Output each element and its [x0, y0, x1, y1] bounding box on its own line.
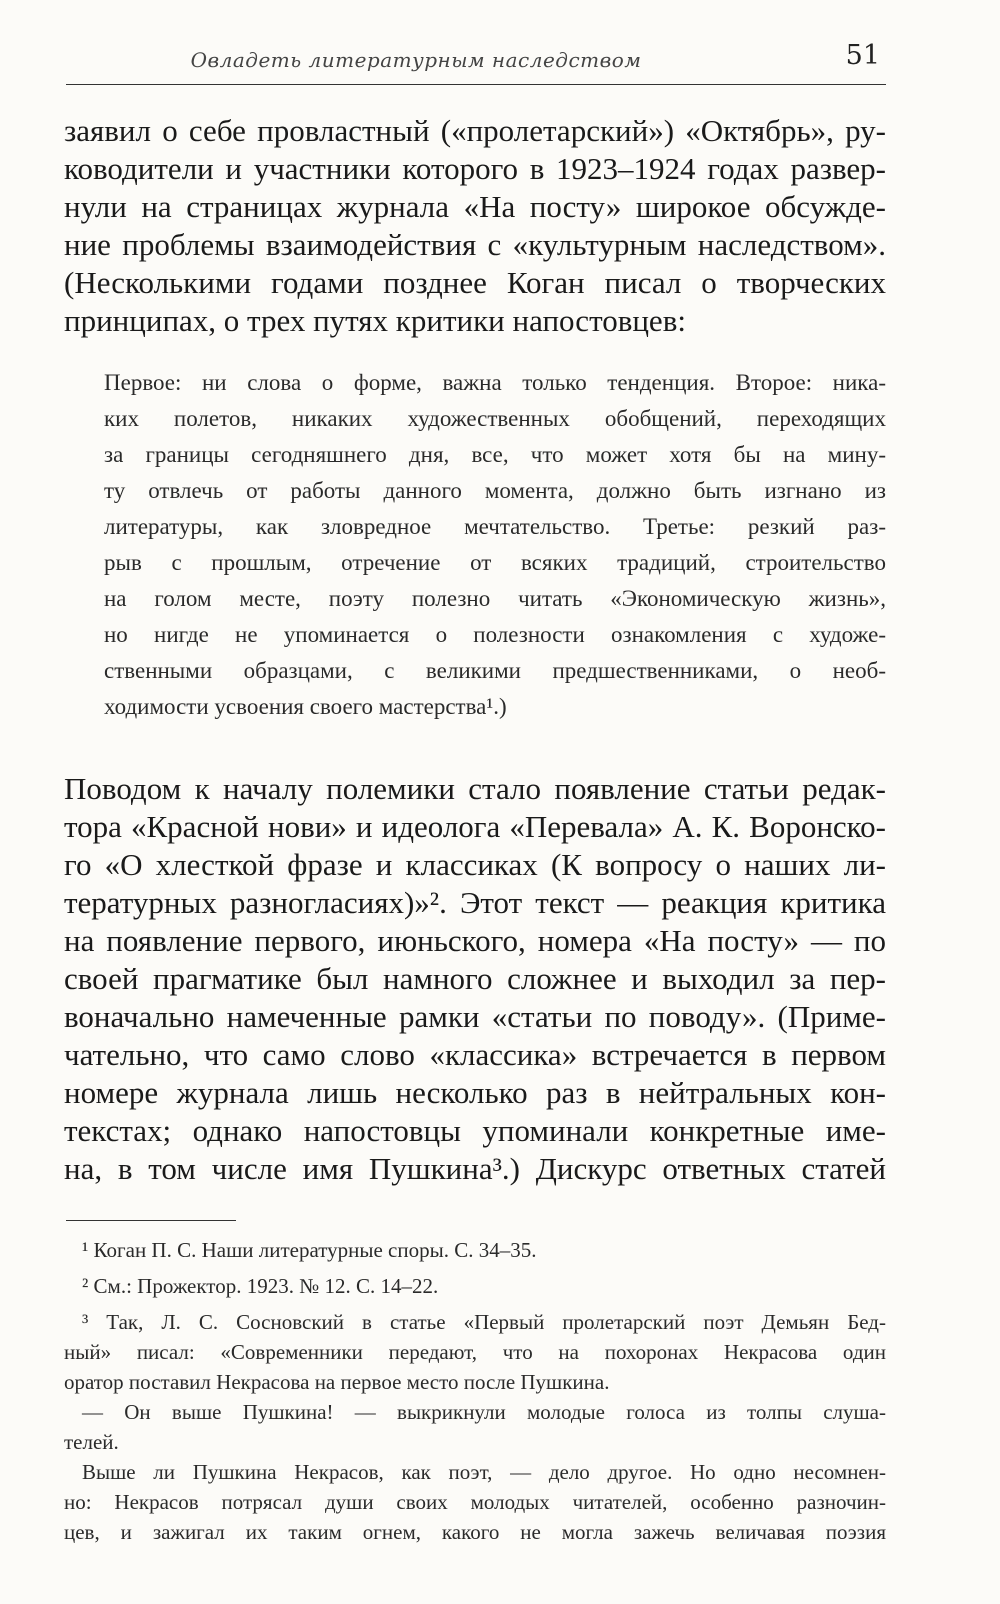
quote-line: рыв с прошлым, отречение от всяких традиций, строительство	[104, 550, 886, 575]
text-line: принципах, о трех путях критики напостовцев:	[64, 303, 686, 338]
text-line: тературных разногласиях)»². Этот текст — реакция критика	[64, 885, 886, 920]
text-line: ководители и участники которого в 1923–1924 годах развер-	[64, 151, 886, 186]
text-line: воначально намеченные рамки «статьи по поводу». (Приме-	[64, 999, 886, 1034]
text-line: тора «Красной нови» и идеолога «Перевала» А. К. Воронско-	[64, 809, 886, 844]
text-line: чательно, что само слово «классика» встречается в первом	[64, 1037, 886, 1072]
quote-line: Первое: ни слова о форме, важна только тенденция. Второе: ника-	[104, 370, 886, 395]
text-line: ние проблемы взаимодействия с «культурным наследством».	[64, 227, 886, 262]
quote-line: ходимости усвоения своего мастерства¹.)	[104, 694, 507, 719]
quote-line: но нигде не упоминается о полезности ознакомления с художе-	[104, 622, 886, 647]
text-line: заявил о себе провластный («пролетарский») «Октябрь», ру-	[64, 113, 886, 148]
running-head	[66, 40, 886, 85]
text-line: го «О хлесткой фразе и классиках (К вопросу о наших ли-	[64, 847, 886, 882]
footnote-3-line: Выше ли Пушкина Некрасов, как поэт, — дело другое. Но одно несомнен-	[82, 1460, 886, 1484]
footnote-3-line: телей.	[64, 1430, 119, 1454]
quote-line: ких полетов, никаких художественных обобщений, переходящих	[104, 406, 886, 431]
footnote-1: ¹ Коган П. С. Наши литературные споры. С. 34–35.	[82, 1238, 537, 1262]
text-line: на, в том числе имя Пушкина³.) Дискурс ответных статей	[64, 1151, 886, 1186]
footnote-2: ² См.: Прожектор. 1923. № 12. С. 14–22.	[82, 1274, 439, 1298]
quote-line: ственными образцами, с великими предшественниками, о необ-	[104, 658, 886, 683]
footnote-3: ³ Так, Л. С. Сосновский в статье «Первый пролетарский поэт Демьян Бед-	[82, 1310, 886, 1334]
text-line: номере журнала лишь несколько раз в нейтральных кон-	[64, 1075, 886, 1110]
page-number: 51	[845, 40, 880, 71]
text-line: (Несколькими годами позднее Коган писал о творческих	[64, 265, 886, 300]
quote-line: на голом месте, поэту полезно читать «Экономическую жизнь»,	[104, 586, 886, 611]
quote-line: литературы, как зловредное мечтательство. Третье: резкий раз-	[104, 514, 886, 539]
quote-line: за границы сегодняшнего дня, все, что может хотя бы на мину-	[104, 442, 886, 467]
footnote-3-line: ный» писал: «Современники передают, что на похоронах Некрасова один	[64, 1340, 886, 1364]
text-line: на появление первого, июньского, номера «На посту» — по	[64, 923, 886, 958]
quote-line: ту отвлечь от работы данного момента, должно быть изгнано из	[104, 478, 886, 503]
footnote-3-line: цев, и зажигал их таким огнем, какого не могла зажечь величавая поэзия	[64, 1520, 886, 1544]
footnote-3-line: но: Некрасов потрясал души своих молодых читателей, особенно разночин-	[64, 1490, 886, 1514]
text-line: Поводом к началу полемики стало появление статьи редак-	[64, 771, 886, 806]
text-line: нули на страницах журнала «На посту» широкое обсужде-	[64, 189, 886, 224]
footnote-divider	[66, 1220, 236, 1221]
footnote-3-line: оратор поставил Некрасова на первое место после Пушкина.	[64, 1370, 610, 1394]
text-line: текстах; однако напостовцы упоминали конкретные име-	[64, 1113, 886, 1148]
running-title: Овладеть литературным наследством	[190, 48, 642, 72]
text-line: своей прагматике был намного сложнее и выходил за пер-	[64, 961, 886, 996]
footnote-3-line: — Он выше Пушкина! — выкрикнули молодые голоса из толпы слуша-	[82, 1400, 886, 1424]
